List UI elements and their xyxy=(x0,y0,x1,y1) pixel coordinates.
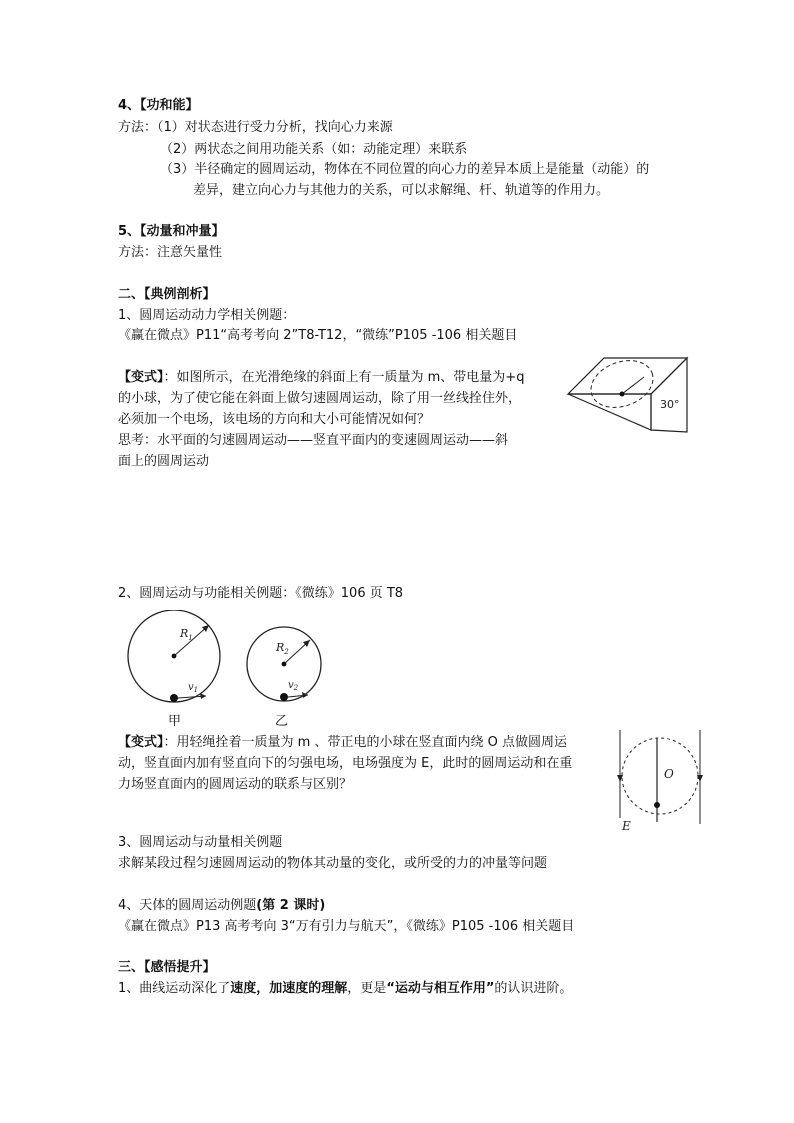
variant-1-line-3: 必须加一个电场，该电场的方向和大小可能情况如何？ xyxy=(118,412,431,427)
part-3-line-1: 1、曲线运动深化了速度，加速度的理解，更是“运动与相互作用”的认识进阶。 xyxy=(118,981,573,996)
svg-text:v2: $v_2$ xyxy=(288,680,299,692)
variant-2-line-2: 动，竖直面内加有竖直向下的匀强电场，电场强度为 E，此时的圆周运动和在重 xyxy=(118,756,573,771)
example-3-title: 3、圆周运动与动量相关例题 xyxy=(118,835,283,850)
part-2-heading: 二、【典例剖析】 xyxy=(118,287,216,302)
variant-1-line-1: 【变式】：如图所示，在光滑绝缘的斜面上有一质量为 m、带电量为+q xyxy=(118,370,525,385)
circle-figure-jia xyxy=(122,610,226,706)
caption-yi: 乙 xyxy=(275,714,289,729)
center-label-o: O xyxy=(664,767,674,781)
circle-figure-yi xyxy=(242,626,326,706)
incline-figure xyxy=(562,352,694,434)
example-2-title: 2、圆周运动与功能相关例题：《微练》106 页 T8 xyxy=(118,586,404,601)
example-4-reference: 《赢在微点》P13 高考考向 3“万有引力与航天”，《微练》P105 -106 相关题目 xyxy=(118,919,575,934)
example-1-reference: 《赢在微点》P11“高考考向 2”T8-T12，“微练”P105 -106 相关题目 xyxy=(118,328,518,343)
incline-angle-label: 30° xyxy=(660,398,680,411)
variant-1-line-4: 思考：水平面的匀速圆周运动——竖直平面内的变速圆周运动——斜 xyxy=(118,433,509,448)
electric-field-figure xyxy=(612,726,708,834)
s5-method: 方法：注意矢量性 xyxy=(118,245,223,260)
s4-method-3a: （3）半径确定的圆周运动，物体在不同位置的向心力的差异本质上是能量（动能）的 xyxy=(160,162,650,177)
example-3-text: 求解某段过程匀速圆周运动的物体其动量的变化，或所受的力的冲量等问题 xyxy=(118,856,548,871)
variant-1-line-2: 的小球，为了使它能在斜面上做匀速圆周运动，除了用一丝线拴住外， xyxy=(118,391,522,406)
part-3-heading: 三、【感悟提升】 xyxy=(118,960,216,975)
s4-method-1: 方法：（1）对状态进行受力分析，找向心力来源 xyxy=(118,120,393,135)
svg-text:R2: $R_2$ xyxy=(276,641,289,656)
variant-2-line-3: 力场竖直面内的圆周运动的联系与区别？ xyxy=(118,777,353,792)
section-4-heading: 4、【功和能】 xyxy=(118,98,199,113)
example-1-title: 1、圆周运动动力学相关例题： xyxy=(118,308,296,323)
s4-method-2: （2）两状态之间用功能关系（如：动能定理）来联系 xyxy=(160,142,468,157)
svg-text:v1: $v_1$ xyxy=(188,682,199,694)
svg-text:R1: $R_1$ xyxy=(180,627,193,642)
variant-1-line-5: 面上的圆周运动 xyxy=(118,454,210,469)
example-4-title: 4、天体的圆周运动例题(第 2 课时) xyxy=(118,898,326,913)
s4-method-3b: 差异，建立向心力与其他力的关系，可以求解绳、杆、轨道等的作用力。 xyxy=(193,183,610,198)
caption-jia: 甲 xyxy=(168,714,182,729)
section-5-heading: 5、【动量和冲量】 xyxy=(118,224,225,239)
variant-2-line-1: 【变式】：用轻绳拴着一质量为 m 、带正电的小球在竖直面内绕 O 点做圆周运 xyxy=(118,735,567,750)
field-label-e: E xyxy=(622,819,631,833)
